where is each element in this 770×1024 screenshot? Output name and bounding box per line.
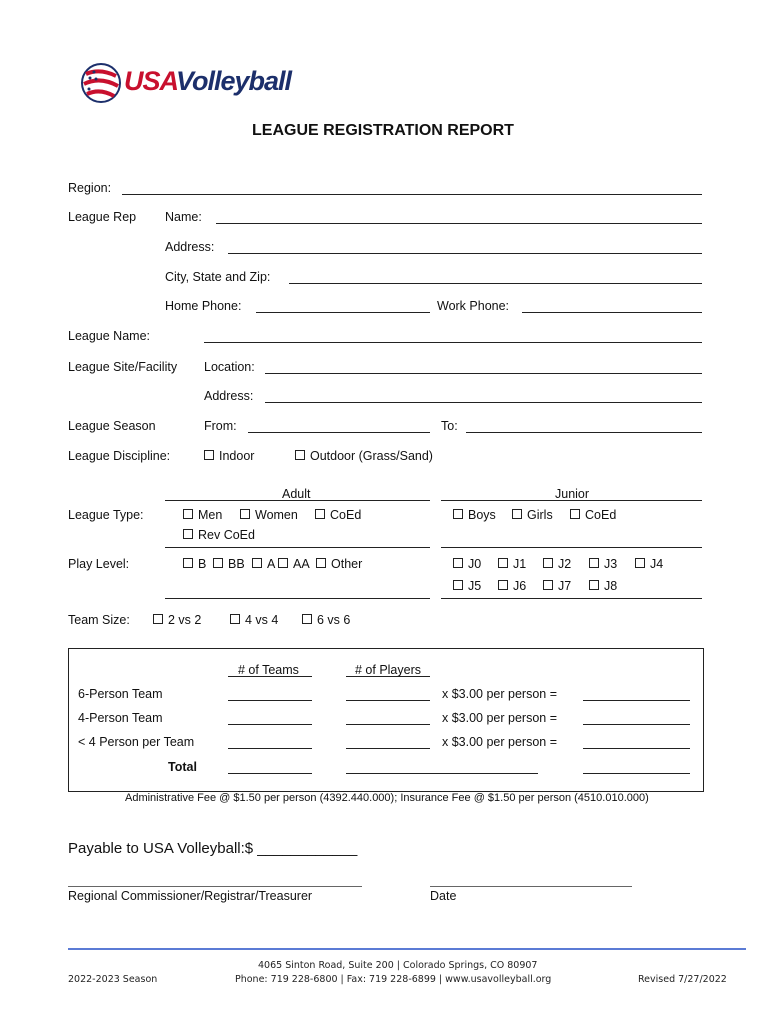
junior-header-rule [441, 500, 702, 501]
size-2v2-checkbox[interactable] [153, 613, 201, 627]
checkbox-icon [183, 529, 193, 539]
col-players-rule [346, 676, 430, 677]
checkbox-icon [204, 450, 214, 460]
league-name-field[interactable] [204, 342, 702, 343]
type-rev-coed-label: Rev CoEd [198, 528, 255, 542]
site-location-field[interactable] [265, 373, 702, 374]
level-j8-checkbox[interactable] [589, 579, 617, 593]
checkbox-icon [543, 580, 553, 590]
level-j5-label: J5 [468, 579, 482, 593]
logo-volleyball-text: Volleyball [176, 66, 292, 96]
total-teams-field[interactable] [228, 773, 312, 774]
rep-address-label: Address: [165, 240, 215, 254]
season-to-label: To: [441, 419, 458, 433]
league-site-label: League Site/Facility [68, 360, 178, 374]
checkbox-icon [512, 509, 522, 519]
level-j8-label: J8 [604, 579, 618, 593]
type-girls-checkbox[interactable] [512, 508, 553, 522]
footer-revised: Revised 7/27/2022 [638, 974, 727, 985]
checkbox-icon [278, 558, 288, 568]
level-other-label: Other [331, 557, 363, 571]
size-2v2-label: 2 vs 2 [168, 613, 202, 627]
rep-name-field[interactable] [216, 223, 702, 224]
total-players-field[interactable] [346, 773, 430, 774]
checkbox-icon [213, 558, 223, 568]
level-a-label: A [267, 557, 276, 571]
level-j5-checkbox[interactable] [453, 579, 481, 593]
checkbox-icon [635, 558, 645, 568]
indoor-checkbox[interactable] [204, 449, 254, 463]
checkbox-icon [570, 509, 580, 519]
total-label: Total [168, 760, 197, 774]
row-under-4-label: < 4 Person per Team [78, 735, 195, 749]
commissioner-label: Regional Commissioner/Registrar/Treasurer [68, 889, 313, 903]
footer-season: 2022-2023 Season [68, 974, 158, 985]
outdoor-checkbox[interactable] [295, 449, 433, 463]
junior-header: Junior [555, 487, 590, 501]
level-j4-label: J4 [650, 557, 664, 571]
league-discipline-label: League Discipline: [68, 449, 171, 463]
level-a-checkbox[interactable] [252, 557, 275, 571]
adult-header-rule [165, 500, 430, 501]
footer-address: 4065 Sinton Road, Suite 200 | Colorado Springs, CO 80907 [258, 960, 538, 971]
col-teams-header: # of Teams [238, 663, 299, 677]
type-junior-coed-label: CoEd [585, 508, 617, 522]
rep-city-label: City, State and Zip: [165, 270, 271, 284]
type-junior-coed-checkbox[interactable] [570, 508, 616, 522]
home-phone-field[interactable] [256, 312, 430, 313]
logo-usa-text: USA [124, 66, 177, 96]
type-men-label: Men [198, 508, 223, 522]
type-coed-checkbox[interactable] [315, 508, 361, 522]
rep-name-label: Name: [165, 210, 202, 224]
level-j3-checkbox[interactable] [589, 557, 617, 571]
page-title: LEAGUE REGISTRATION REPORT [252, 122, 514, 139]
type-boys-label: Boys [468, 508, 496, 522]
checkbox-icon [240, 509, 250, 519]
team-size-label: Team Size: [68, 613, 130, 627]
checkbox-icon [453, 580, 463, 590]
row-4-teams-field[interactable] [228, 724, 312, 725]
checkbox-icon [543, 558, 553, 568]
checkbox-icon [315, 509, 325, 519]
checkbox-icon [498, 558, 508, 568]
site-address-field[interactable] [265, 402, 702, 403]
rep-city-field[interactable] [289, 283, 702, 284]
type-women-label: Women [255, 508, 298, 522]
footer-rule [68, 948, 746, 950]
checkbox-icon [589, 580, 599, 590]
checkbox-icon [453, 558, 463, 568]
region-label: Region: [68, 181, 112, 195]
row-6-rate: x $3.00 per person = [442, 687, 558, 701]
adult-type-rule [165, 547, 430, 548]
home-phone-label: Home Phone: [165, 299, 242, 313]
col-teams-rule [228, 676, 312, 677]
level-b-checkbox[interactable] [183, 557, 206, 571]
junior-level-rule [441, 598, 702, 599]
league-type-label: League Type: [68, 508, 144, 522]
row-under-4-amount-field[interactable] [583, 748, 690, 749]
type-girls-label: Girls [527, 508, 553, 522]
total-rule [430, 773, 538, 774]
level-j6-label: J6 [513, 579, 527, 593]
date-label: Date [430, 889, 457, 903]
league-rep-label: League Rep [68, 210, 137, 224]
volleyball-icon [80, 62, 122, 104]
row-under-4-players-field[interactable] [346, 748, 430, 749]
region-field[interactable] [122, 194, 702, 195]
level-aa-checkbox[interactable] [278, 557, 310, 571]
row-4-person-label: 4-Person Team [78, 711, 163, 725]
type-women-checkbox[interactable] [240, 508, 298, 522]
level-bb-checkbox[interactable] [213, 557, 245, 571]
checkbox-icon [302, 614, 312, 624]
checkbox-icon [183, 509, 193, 519]
type-rev-coed-checkbox[interactable] [183, 528, 255, 542]
size-6v6-label: 6 vs 6 [317, 613, 351, 627]
season-from-field[interactable] [248, 432, 430, 433]
site-location-label: Location: [204, 360, 255, 374]
checkbox-icon [295, 450, 305, 460]
season-from-label: From: [204, 419, 237, 433]
outdoor-label: Outdoor (Grass/Sand) [310, 449, 433, 463]
payable-line: Payable to USA Volleyball:$ ____________ [68, 840, 358, 857]
size-6v6-checkbox[interactable] [302, 613, 350, 627]
row-6-person-label: 6-Person Team [78, 687, 163, 701]
indoor-label: Indoor [219, 449, 255, 463]
level-j0-label: J0 [468, 557, 482, 571]
checkbox-icon [183, 558, 193, 568]
checkbox-icon [498, 580, 508, 590]
date-field[interactable] [430, 886, 632, 887]
row-4-amount-field[interactable] [583, 724, 690, 725]
level-b-label: B [198, 557, 207, 571]
level-j6-checkbox[interactable] [498, 579, 526, 593]
size-4v4-checkbox[interactable] [230, 613, 278, 627]
col-players-header: # of Players [355, 663, 422, 677]
site-address-label: Address: [204, 389, 254, 403]
row-under-4-teams-field[interactable] [228, 748, 312, 749]
type-coed-label: CoEd [330, 508, 362, 522]
adult-level-rule [165, 598, 430, 599]
type-men-checkbox[interactable] [183, 508, 222, 522]
row-under-4-rate: x $3.00 per person = [442, 735, 558, 749]
work-phone-label: Work Phone: [437, 299, 510, 313]
rep-address-field[interactable] [228, 253, 702, 254]
checkbox-icon [589, 558, 599, 568]
season-to-field[interactable] [466, 432, 702, 433]
league-name-label: League Name: [68, 329, 151, 343]
level-j7-checkbox[interactable] [543, 579, 571, 593]
size-4v4-label: 4 vs 4 [245, 613, 279, 627]
checkbox-icon [316, 558, 326, 568]
level-j3-label: J3 [604, 557, 618, 571]
league-season-label: League Season [68, 419, 156, 433]
checkbox-icon [252, 558, 262, 568]
checkbox-icon [153, 614, 163, 624]
level-bb-label: BB [228, 557, 245, 571]
level-j0-checkbox[interactable] [453, 557, 481, 571]
level-j4-checkbox[interactable] [635, 557, 663, 571]
row-6-teams-field[interactable] [228, 700, 312, 701]
row-6-players-field[interactable] [346, 700, 430, 701]
footer-contact: Phone: 719 228-6800 | Fax: 719 228-6899 | www.usavolleyball.org [235, 974, 552, 985]
level-j2-label: J2 [558, 557, 572, 571]
checkbox-icon [230, 614, 240, 624]
level-j7-label: J7 [558, 579, 572, 593]
adult-header: Adult [282, 487, 311, 501]
row-4-rate: x $3.00 per person = [442, 711, 558, 725]
junior-type-rule [441, 547, 702, 548]
commissioner-signature-field[interactable] [68, 886, 362, 887]
level-j1-checkbox[interactable] [498, 557, 526, 571]
fee-note: Administrative Fee @ $1.50 per person (4392.440.000); Insurance Fee @ $1.50 per person (4510.010.000) [125, 792, 649, 804]
level-j2-checkbox[interactable] [543, 557, 571, 571]
row-4-players-field[interactable] [346, 724, 430, 725]
level-other-checkbox[interactable] [316, 557, 362, 571]
total-amount-field[interactable] [583, 773, 690, 774]
type-boys-checkbox[interactable] [453, 508, 496, 522]
level-j1-label: J1 [513, 557, 527, 571]
level-aa-label: AA [293, 557, 310, 571]
checkbox-icon [453, 509, 463, 519]
work-phone-field[interactable] [522, 312, 702, 313]
row-6-amount-field[interactable] [583, 700, 690, 701]
play-level-label: Play Level: [68, 557, 130, 571]
